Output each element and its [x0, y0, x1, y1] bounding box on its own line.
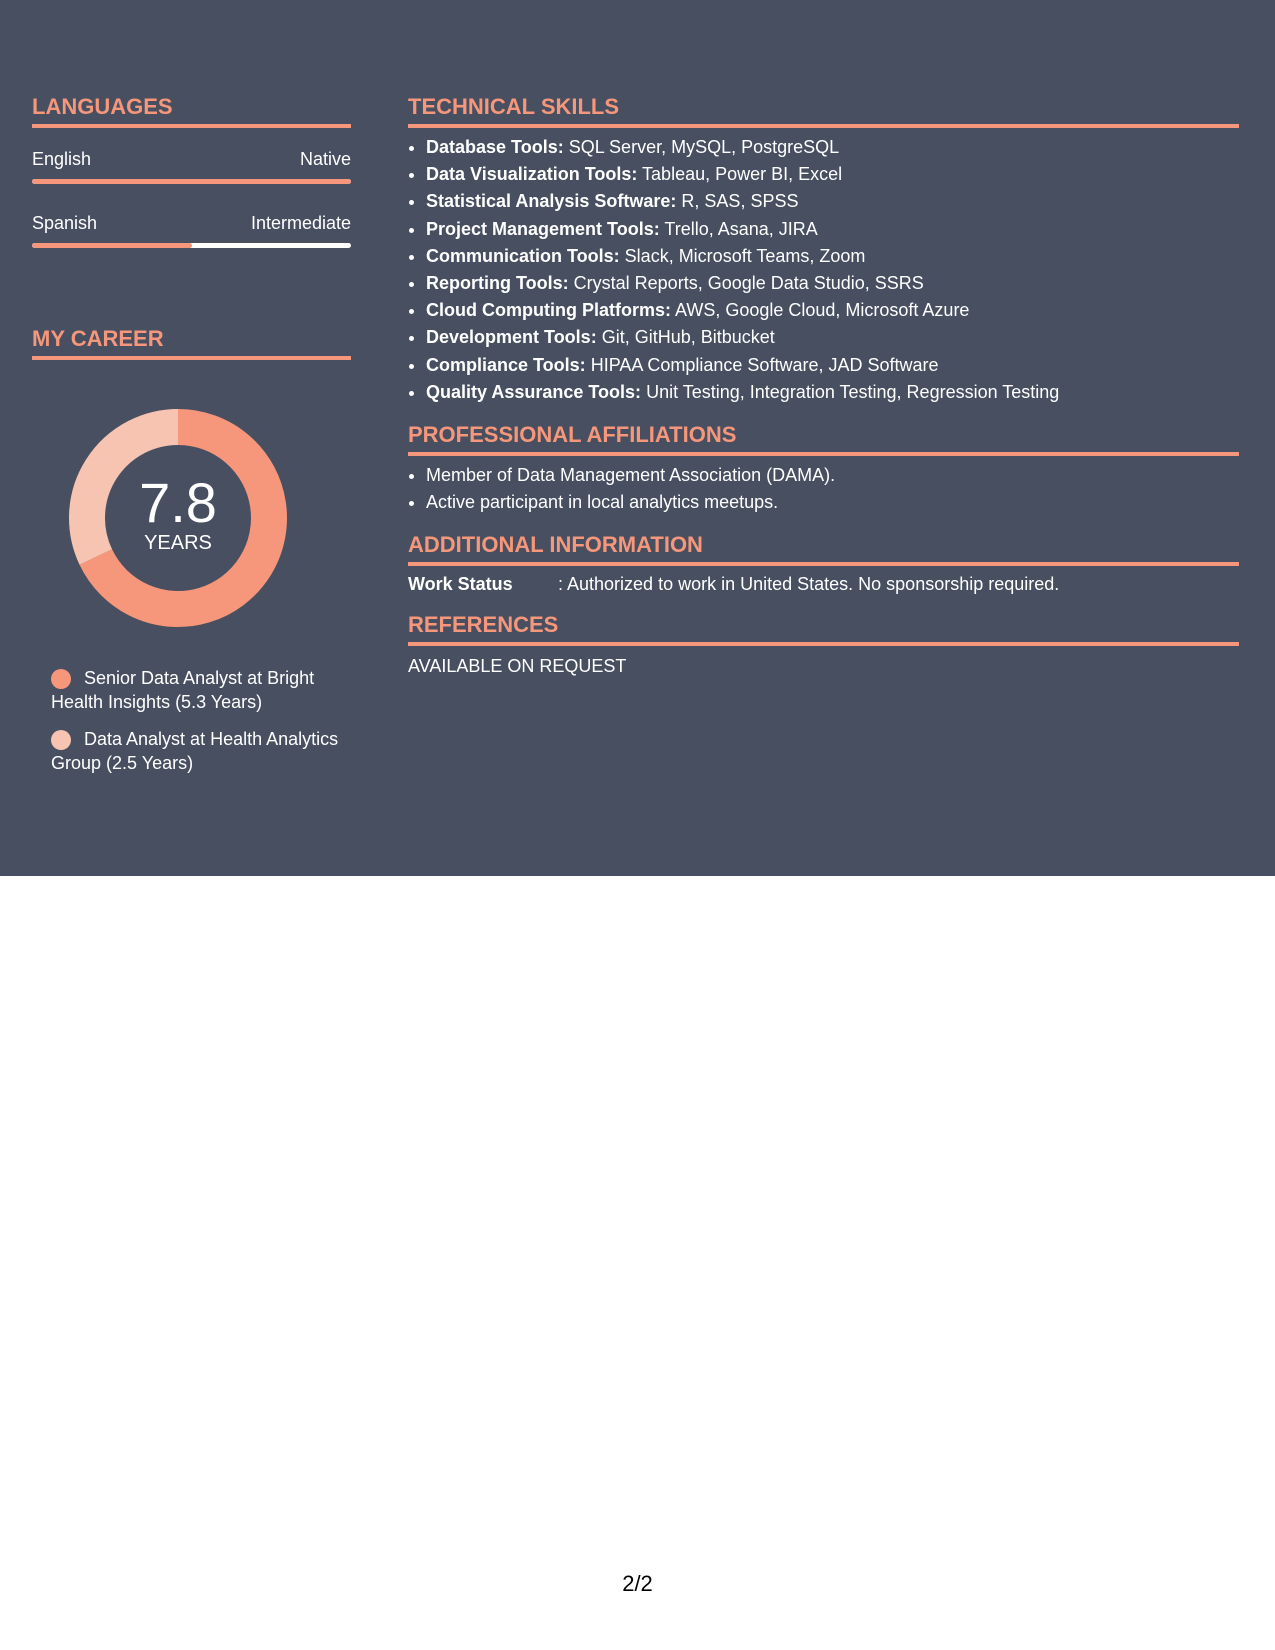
affiliation-item: • Active participant in local analytics meetups.: [426, 489, 1239, 516]
left-column: [32, 94, 351, 788]
career-title: MY CAREER: [32, 326, 351, 360]
skill-value: Slack, Microsoft Teams, Zoom: [619, 245, 866, 266]
skill-value: R, SAS, SPSS: [676, 191, 799, 212]
skill-item: [426, 352, 1239, 379]
work-status-value: : Authorized to work in United States. No sponsorship required.: [558, 574, 1060, 595]
skill-value: Crystal Reports, Google Data Studio, SSRS: [568, 273, 924, 294]
skill-value: SQL Server, MySQL, PostgreSQL: [563, 137, 840, 157]
skill-label: Cloud Computing Platforms:: [426, 300, 671, 321]
skill-value: Trello, Asana, JIRA: [659, 218, 818, 239]
skill-label: Compliance Tools:: [426, 354, 586, 375]
skill-value: HIPAA Compliance Software, JAD Software: [585, 354, 939, 375]
affiliation-item: • Member of Data Management Association (DAMA).: [426, 462, 1239, 489]
skill-item: [426, 379, 1239, 406]
legend-label: Senior Data Analyst at Bright Health Insights (5.3 Years): [51, 668, 315, 712]
skill-value: Tableau, Power BI, Excel: [637, 164, 843, 185]
work-status-label: Work Status: [408, 574, 513, 595]
right-column: [408, 94, 1239, 678]
language-item: [32, 212, 351, 248]
technical-skills-list: [408, 134, 1239, 406]
career-total-value: 7.8: [139, 471, 217, 534]
skill-item: [426, 297, 1239, 324]
skill-item: [426, 243, 1239, 270]
skill-item: [426, 134, 1239, 161]
skill-label: Reporting Tools:: [426, 273, 569, 294]
work-status-row: [408, 572, 1239, 596]
legend-dot-icon: [51, 730, 71, 750]
skill-item: [426, 161, 1239, 188]
page-number: 2/2: [622, 1571, 653, 1596]
skill-label: Quality Assurance Tools:: [426, 381, 642, 402]
skill-item: [426, 324, 1239, 351]
skill-label: Communication Tools:: [426, 245, 620, 266]
legend-label: Data Analyst at Health Analytics Group (2.5 Years): [51, 729, 339, 773]
career-legend: [51, 666, 341, 775]
skill-label: Development Tools:: [426, 327, 597, 348]
language-level: Intermediate: [250, 213, 351, 233]
legend-item: [51, 727, 341, 775]
references-text: AVAILABLE ON REQUEST: [408, 656, 627, 677]
affiliations-list: [408, 462, 1239, 516]
references-title: REFERENCES: [408, 612, 1239, 646]
legend-item: [51, 666, 341, 714]
proficiency-bar: [32, 243, 351, 248]
proficiency-fill: [32, 243, 192, 248]
skill-value: AWS, Google Cloud, Microsoft Azure: [670, 300, 970, 321]
skill-label: Data Visualization Tools:: [426, 164, 638, 185]
skill-item: [426, 188, 1239, 215]
skill-label: Project Management Tools:: [426, 218, 660, 239]
language-item: [32, 148, 351, 184]
legend-dot-icon: [51, 669, 71, 689]
career-donut-chart: [66, 406, 290, 630]
skill-label: Statistical Analysis Software:: [426, 191, 677, 212]
language-name: English: [32, 149, 92, 169]
languages-title: LANGUAGES: [32, 94, 351, 128]
skill-label: Database Tools:: [426, 137, 564, 157]
language-name: Spanish: [32, 213, 98, 233]
affiliations-title: PROFESSIONAL AFFILIATIONS: [408, 422, 1239, 456]
proficiency-bar: [32, 179, 351, 184]
additional-info-title: ADDITIONAL INFORMATION: [408, 532, 1239, 566]
skill-item: [426, 216, 1239, 243]
proficiency-fill: [32, 179, 351, 184]
language-level: Native: [299, 149, 351, 169]
skill-value: Unit Testing, Integration Testing, Regression Testing: [641, 381, 1060, 402]
career-total-unit: YEARS: [144, 532, 212, 554]
skill-value: Git, GitHub, Bitbucket: [596, 327, 775, 348]
skill-item: [426, 270, 1239, 297]
technical-skills-title: TECHNICAL SKILLS: [408, 94, 1239, 128]
